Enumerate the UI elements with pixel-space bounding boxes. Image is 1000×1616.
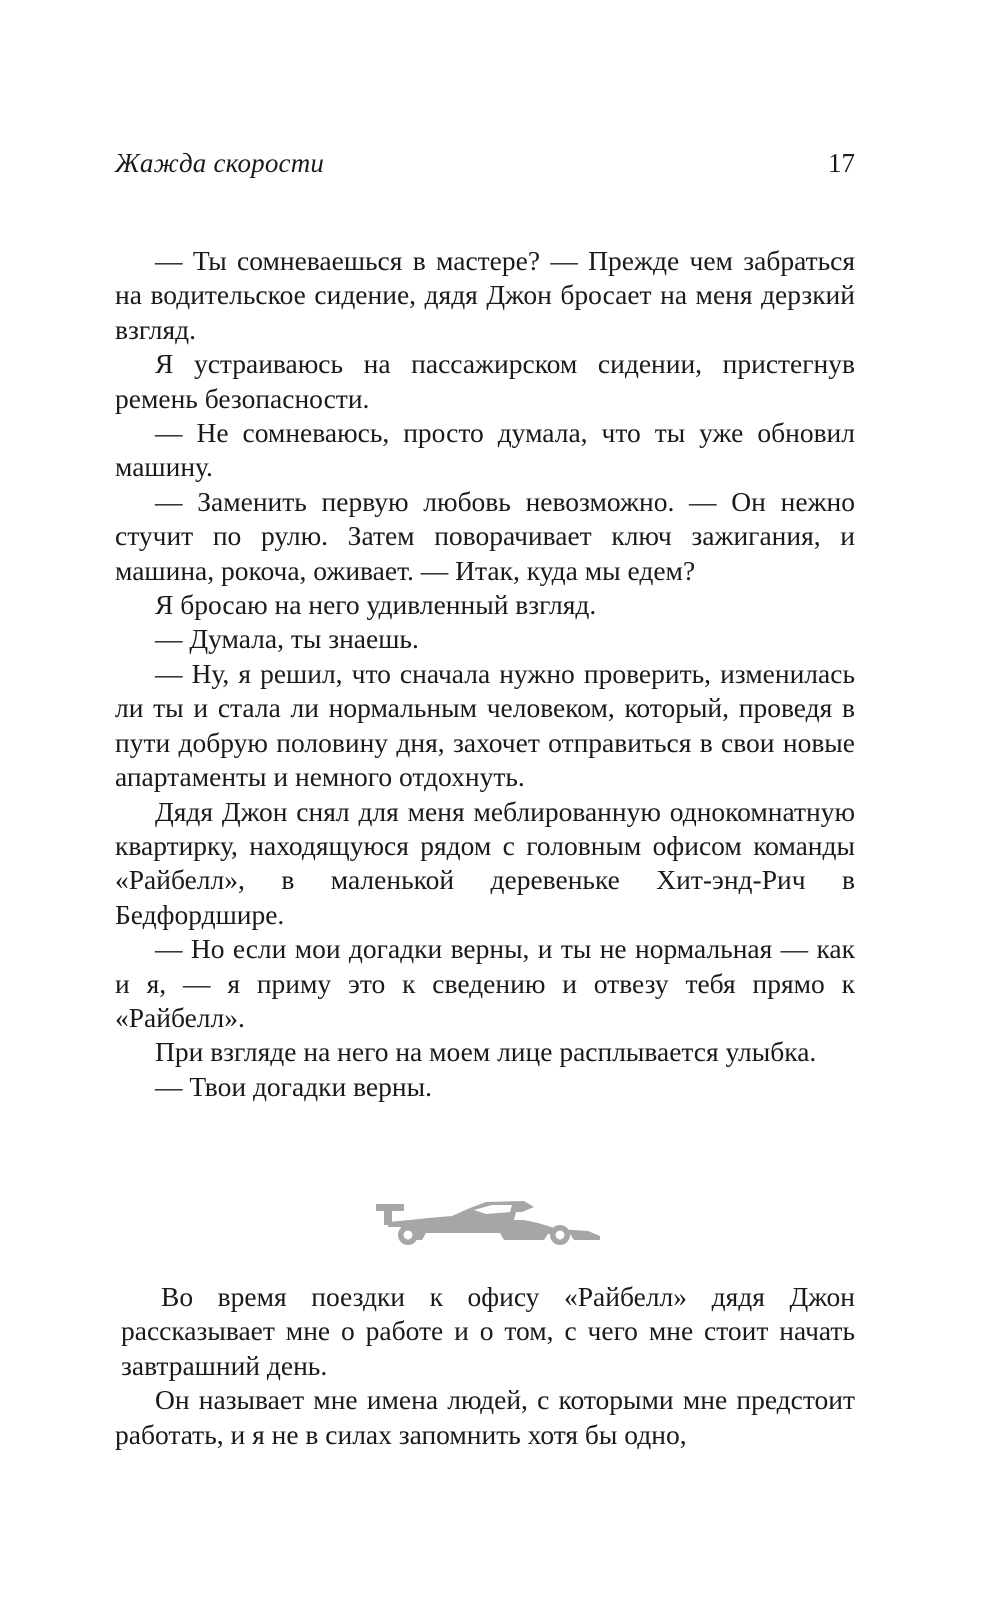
section-divider [374,1198,604,1246]
page-number: 17 [828,148,855,178]
text-block-before-divider [115,244,855,1104]
paragraph: — Ты сомневаешься в мастере? — Прежде чем забраться на водительское сидение, дядя Джон бросает на меня дерзкий взгляд. [115,245,855,345]
paragraph: — Ну, я решил, что сначала нужно проверить, изменилась ли ты и стала ли нормальным человеком, который, проведя в пути добрую половину дня, захочет отправиться в свои новые апартаменты и немного отдохнуть. [115,657,855,793]
race-car-icon [374,1198,604,1246]
paragraph: — Заменить первую любовь невозможно. — Он нежно стучит по рулю. Затем поворачивает ключ зажигания, и машина, рокоча, оживает. — Итак, куда мы едем? [115,485,855,586]
paragraph: Во время поездки к офису «Райбелл» дядя Джон рассказывает мне о работе и о том, с чего мне стоит начать завтрашний день. [121,1281,855,1381]
running-head [115,148,855,188]
paragraph: Я устраиваюсь на пассажирском сидении, пристегнув ремень безопасности. [115,348,855,414]
paragraph: Дядя Джон снял для меня меблированную однокомнатную квартирку, находящуюся рядом с головным офисом команды «Райбелл», в маленькой деревеньке Хит-энд-Рич в Бедфордшире. [115,795,855,930]
paragraph: При взгляде на него на моем лице расплывается улыбка. [155,1036,817,1068]
paragraph: — Твои догадки верны. [155,1070,432,1102]
paragraph: Он называет мне имена людей, с которыми мне предстоит работать, и я не в силах запомнить хотя бы одно, [115,1384,855,1450]
running-title: Жажда скорости [115,148,325,178]
paragraph: Я бросаю на него удивленный взгляд. [155,589,597,621]
paragraph: — Но если мои догадки верны, и ты не нормальная — как и я, — я приму это к сведению и отвезу тебя прямо к «Райбелл». [115,933,855,1033]
paragraph: — Не сомневаюсь, просто думала, что ты уже обновил машину. [115,417,855,483]
text-block-after-divider [115,1280,855,1452]
paragraph: — Думала, ты знаешь. [155,623,419,655]
